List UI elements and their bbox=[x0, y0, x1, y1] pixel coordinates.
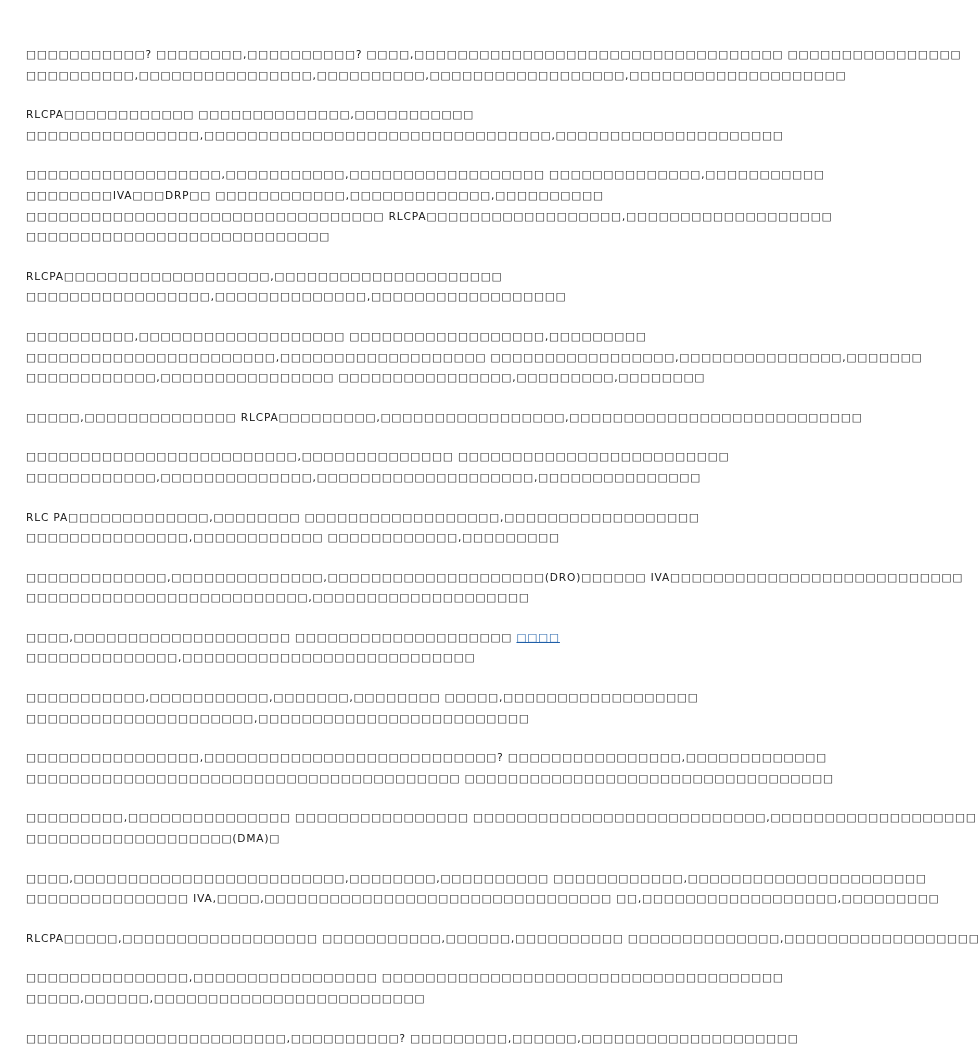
text-line: □□□□□□□□□□□□□□□□□□□□□□□□□□,□□□□□□□□□□□□□□□□□□□□ bbox=[26, 592, 530, 605]
paragraph bbox=[26, 105, 784, 146]
paragraph bbox=[26, 408, 863, 429]
paragraph bbox=[26, 508, 700, 549]
text-line: □□□□□□□□□□□? □□□□□□□□,□□□□□□□□□□? □□□□,□□□□□□□□□□□□□□□□□□□□□□□□□□□□□□□□□□ □□□□□□□□□□□□□□□□ bbox=[26, 49, 962, 61]
text-line: □□□□□□□□□□,□□□□□□□□□□□□□□□□,□□□□□□□□□□,□□□□□□□□□□□□□□□□□□,□□□□□□□□□□□□□□□□□□□□ bbox=[26, 69, 847, 82]
text-line: □□□□□□□□□□□□,□□□□□□□□□□□□□□□□ □□□□□□□□□□□□□□□□,□□□□□□□□□,□□□□□□□□ bbox=[26, 372, 706, 385]
text-line: □□□□□□□□□□□□□□□□□□□□□□□□□□□□ bbox=[26, 231, 331, 244]
paragraph bbox=[26, 628, 700, 669]
paragraph bbox=[26, 447, 730, 488]
paragraph bbox=[26, 267, 700, 308]
text-line: □□□□□□□□□□□□□□,□□□□□□□□□□□□□□□□□□□□□□□□□□□ bbox=[26, 652, 476, 665]
text-line: □□□□□□□□□□□□□□□□□□□□□□□,□□□□□□□□□□□□□□□□□□□ □□□□□□□□□□□□□□□□□,□□□□□□□□□□□□□□□,□□□□□□□ bbox=[26, 351, 923, 364]
text-line: RLCPA□□□□□□□□□□□□ □□□□□□□□□□□□□□,□□□□□□□□□□□ bbox=[26, 109, 475, 122]
paragraph bbox=[26, 568, 964, 609]
text-line: RLCPA□□□□□,□□□□□□□□□□□□□□□□□□ □□□□□□□□□□□,□□□□□□,□□□□□□□□□□ □□□□□□□□□□□□□□,□□□□□□□□□□□□□□□□□□ bbox=[26, 932, 980, 945]
paragraph bbox=[26, 968, 784, 1009]
text-line: □□□□□□□□□□□□□□□□□□□(DMA)□ bbox=[26, 833, 281, 846]
paragraph bbox=[26, 688, 700, 729]
text-line: □□□□□□□□□□□□□□□□,□□□□□□□□□□□□□□□□□□□□□□□□□□□□□□□□,□□□□□□□□□□□□□□□□□□□□□ bbox=[26, 129, 784, 142]
text-line: □□□□□□□□□□□□□□□,□□□□□□□□□□□□ □□□□□□□□□□□□,□□□□□□□□□ bbox=[26, 532, 560, 545]
paragraph bbox=[26, 45, 962, 86]
paragraph bbox=[26, 165, 833, 247]
text-line: RLC PA□□□□□□□□□□□□□,□□□□□□□□ □□□□□□□□□□□□□□□□□□,□□□□□□□□□□□□□□□□□□ bbox=[26, 511, 700, 524]
text-line: □□□□□□□□□,□□□□□□□□□□□□□□□ □□□□□□□□□□□□□□□□ □□□□□□□□□□□□□□□□□□□□□□□□□□□,□□□□□□□□□□□□□□□□□□□ bbox=[26, 812, 977, 825]
text-line: □□□□□□□□□□□□□□□□□□□□□,□□□□□□□□□□□□□□□□□□□□□□□□□ bbox=[26, 712, 530, 725]
text-line: □□□□□□□□□□□□□□□,□□□□□□□□□□□□□□□□□ □□□□□□□□□□□□□□□□□□□□□□□□□□□□□□□□□□□□□ bbox=[26, 972, 784, 985]
paragraph bbox=[26, 869, 940, 910]
text-line: □□□□□□□□□□□□□□□□□□,□□□□□□□□□□□,□□□□□□□□□□□□□□□□□□ □□□□□□□□□□□□□□,□□□□□□□□□□□ bbox=[26, 169, 825, 182]
text-line: □□□□□□□□□□□□□□□□□□□□□□□□□,□□□□□□□□□□□□□□ □□□□□□□□□□□□□□□□□□□□□□□□□ bbox=[26, 451, 730, 464]
text-line: □□□□,□□□□□□□□□□□□□□□□□□□□□□□□□,□□□□□□□□,□□□□□□□□□□ □□□□□□□□□□□□,□□□□□□□□□□□□□□□□□□□□□□ bbox=[26, 872, 927, 885]
text-line: □□□□□,□□□□□□□□□□□□□□ RLCPA□□□□□□□□□,□□□□□□□□□□□□□□□□□,□□□□□□□□□□□□□□□□□□□□□□□□□□□ bbox=[26, 411, 863, 424]
paragraph bbox=[26, 748, 834, 789]
text-line: □□□□□□□□□□□□□□□□□□□□□□□□,□□□□□□□□□□? □□□□□□□□□,□□□□□□,□□□□□□□□□□□□□□□□□□□□ bbox=[26, 1032, 799, 1045]
text-line: □□□□□,□□□□□□,□□□□□□□□□□□□□□□□□□□□□□□□□ bbox=[26, 993, 426, 1005]
text-line: RLCPA□□□□□□□□□□□□□□□□□□□,□□□□□□□□□□□□□□□□□□□□□ bbox=[26, 270, 503, 283]
text-line: □□□□□□□□□□□□□□□□□□□□□□□□□□□□□□□□□ RLCPA□□□□□□□□□□□□□□□□□□,□□□□□□□□□□□□□□□□□□□ bbox=[26, 210, 833, 223]
text-line bbox=[26, 628, 700, 649]
paragraph bbox=[26, 808, 977, 849]
text-line: □□□□□□□□□□□□□□□□□,□□□□□□□□□□□□□□,□□□□□□□□□□□□□□□□□□ bbox=[26, 291, 567, 304]
text-segment: □□□□,□□□□□□□□□□□□□□□□□□□□ □□□□□□□□□□□□□□□□□□□□ bbox=[26, 631, 517, 644]
paragraph bbox=[26, 327, 923, 389]
text-line: □□□□□□□□IVA□□□DRP□□ □□□□□□□□□□□□,□□□□□□□□□□□□□,□□□□□□□□□□ bbox=[26, 189, 604, 202]
inline-link[interactable]: □□□□ bbox=[516, 631, 560, 644]
text-line: □□□□□□□□□□□□□□□□,□□□□□□□□□□□□□□□□□□□□□□□□□□□? □□□□□□□□□□□□□□□□,□□□□□□□□□□□□□ bbox=[26, 752, 827, 765]
paragraph bbox=[26, 929, 980, 950]
text-line: □□□□□□□□□□□□,□□□□□□□□□□□□□□,□□□□□□□□□□□□□□□□□□□□,□□□□□□□□□□□□□□□ bbox=[26, 471, 702, 484]
text-line: □□□□□□□□□□□□□□□ IVA,□□□□,□□□□□□□□□□□□□□□□□□□□□□□□□□□□□□□□ □□,□□□□□□□□□□□□□□□□□□,□□□□□□□□□ bbox=[26, 893, 940, 906]
text-line: □□□□□□□□□□□□□□□□□□□□□□□□□□□□□□□□□□□□□□□□ □□□□□□□□□□□□□□□□□□□□□□□□□□□□□□□□□□ bbox=[26, 772, 834, 785]
paragraph bbox=[26, 1029, 799, 1049]
text-line: □□□□□□□□□□□□□,□□□□□□□□□□□□□□,□□□□□□□□□□□□□□□□□□□□(DRO)□□□□□□ IVA□□□□□□□□□□□□□□□□□□□□□□□□□□□ bbox=[26, 571, 964, 584]
text-line: □□□□□□□□□□□,□□□□□□□□□□□,□□□□□□□,□□□□□□□□ □□□□□,□□□□□□□□□□□□□□□□□□ bbox=[26, 692, 699, 705]
text-line: □□□□□□□□□□,□□□□□□□□□□□□□□□□□□□ □□□□□□□□□□□□□□□□□□,□□□□□□□□□ bbox=[26, 330, 647, 343]
